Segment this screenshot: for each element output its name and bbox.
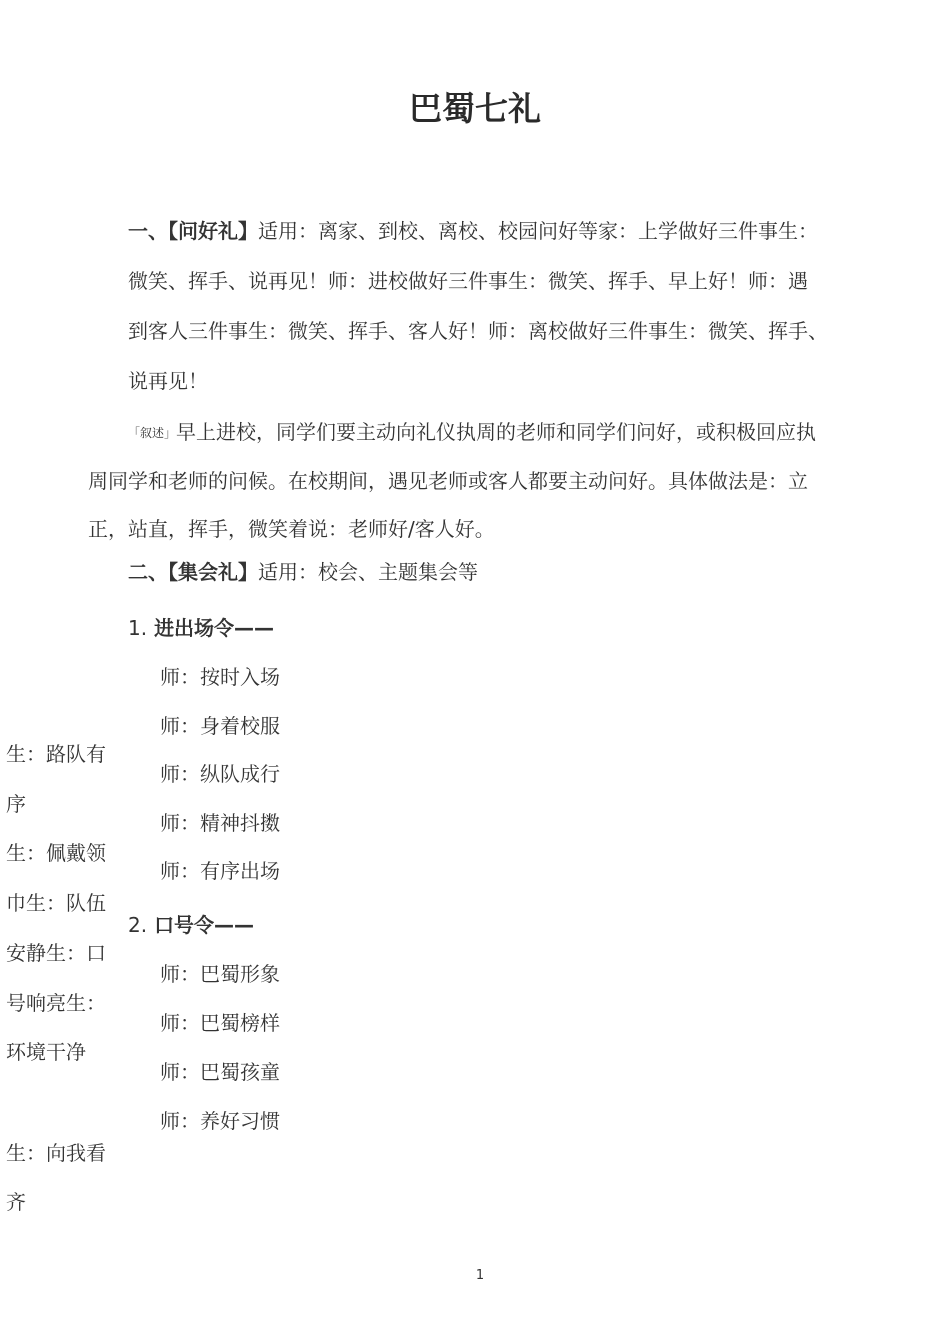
section-greeting bbox=[128, 206, 888, 406]
teacher-line: 师：养好习惯 bbox=[160, 1109, 280, 1133]
section-greeting-heading: 一、【问好礼】 bbox=[128, 219, 258, 243]
section-greeting-line-1: 一、【问好礼】适用：离家、到校、离校、校园问好等家：上学做好三件事生： bbox=[128, 219, 818, 243]
subheading-slogan: 2. 口号令—— bbox=[128, 913, 255, 937]
teacher-line: 师：精神抖擞 bbox=[160, 811, 280, 835]
teacher-line: 师：纵队成行 bbox=[160, 762, 280, 786]
teacher-line: 师：巴蜀形象 bbox=[160, 962, 280, 986]
student-line: 生：路队有 bbox=[6, 742, 106, 766]
student-line: 序 bbox=[6, 792, 26, 816]
teacher-line: 师：巴蜀孩童 bbox=[160, 1060, 280, 1084]
narration-line-1: 「叙述」早上进校，同学们要主动向礼仪执周的老师和同学们问好，或积极回应执 bbox=[128, 420, 817, 444]
teacher-line: 师：按时入场 bbox=[160, 665, 280, 689]
teacher-line: 师：身着校服 bbox=[160, 714, 280, 738]
section-greeting-line-2: 微笑、挥手、说再见！师：进校做好三件事生：微笑、挥手、早上好！师：遇 bbox=[128, 269, 808, 293]
section-greeting-line-4: 说再见！ bbox=[128, 369, 208, 393]
narration-tag: 「叙述」 bbox=[128, 426, 177, 440]
section-assembly bbox=[128, 552, 478, 592]
teacher-line: 师：巴蜀榜样 bbox=[160, 1011, 280, 1035]
teacher-line: 师：有序出场 bbox=[160, 859, 280, 883]
student-line: 齐 bbox=[6, 1190, 26, 1214]
document-title: 巴蜀七礼 bbox=[409, 89, 541, 128]
narration-line-2: 周同学和老师的问候。在校期间，遇见老师或客人都要主动问好。具体做法是：立 bbox=[88, 469, 808, 493]
student-line: 号响亮生： bbox=[6, 991, 106, 1015]
section-assembly-heading: 二、【集会礼】 bbox=[128, 560, 258, 584]
student-line: 环境干净 bbox=[6, 1040, 86, 1064]
page-number: 1 bbox=[475, 1268, 485, 1283]
narration-paragraph bbox=[88, 408, 868, 553]
student-line: 生：向我看 bbox=[6, 1141, 106, 1165]
section-greeting-line-3: 到客人三件事生：微笑、挥手、客人好！师：离校做好三件事生：微笑、挥手、 bbox=[128, 319, 828, 343]
student-line: 安静生：口 bbox=[6, 941, 106, 965]
student-line: 生：佩戴领 bbox=[6, 841, 106, 865]
subheading-entry-exit: 1. 进出场令—— bbox=[128, 616, 275, 640]
section-assembly-text: 适用：校会、主题集会等 bbox=[258, 560, 478, 584]
narration-line-3: 正，站直，挥手，微笑着说：老师好/客人好。 bbox=[88, 517, 495, 541]
student-line: 巾生：队伍 bbox=[6, 891, 106, 915]
